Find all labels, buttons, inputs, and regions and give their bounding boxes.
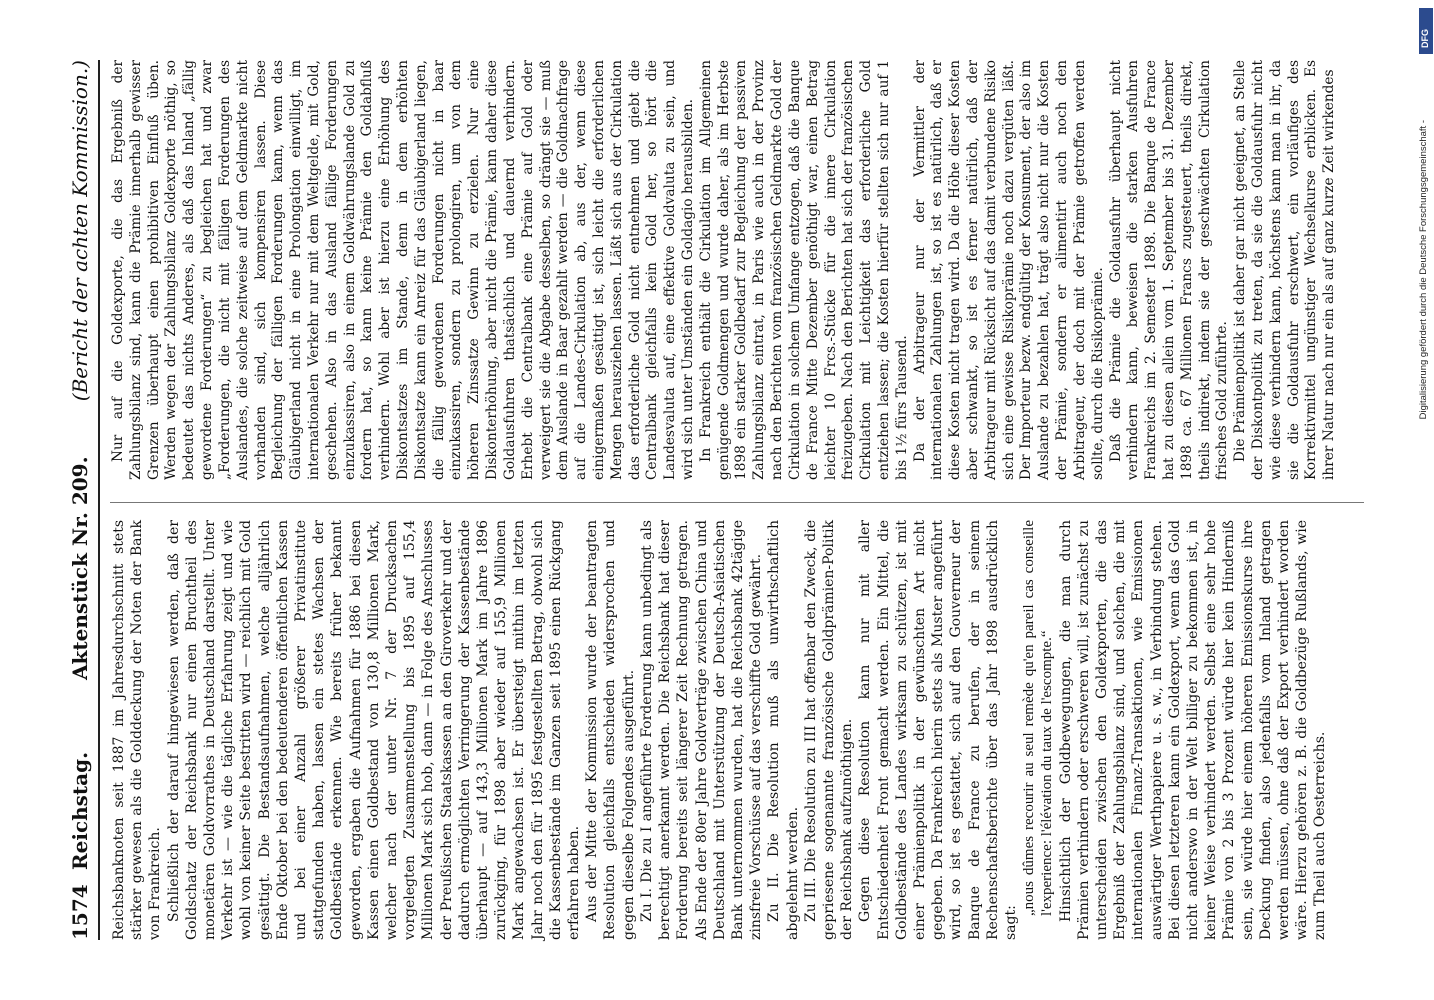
paragraph: In Frankreich enthält die Cirkulation im Allgemeinen genügende Goldmengen und wurde daher, als im Herbste 1898 ein starker Goldbedarf zur Begleichung der passiven Zahlungsbilanz eintrat, in Paris wie auch in der Provinz nach den Berichten vom französischen Geldmarkte Gold der Cirkulation in solchem Umfange entzogen, daß die Banque de France Mitte Dezember genöthigt war, einen Betrag leichter 10 Frcs.-Stücke für die innere Cirkulation freizugeben. Nach den Berichten hat sich der französischen Cirkulation mit Leichtigkeit das erforderliche Gold entziehen lassen; die Kosten hierfür stellten sich nur auf 1 bis 1½ fürs Tausend. [697,60,910,480]
paragraph: Zu I. Die zu I angeführte Forderung kann unbedingt als berechtigt anerkannt werden. Die Reichsbank hat dieser Forderung bereits seit längerer Zeit Rechnung getragen. Als Ende der 80er Jahre Goldverträge zwischen China und Deutschland mit Unterstützung der Deutsch-Asiatischen Bank unternommen wurden, hat die Reichsbank 42tägige zinsfreie Vorschüsse auf das verschiffte Gold gewährt. [638,520,765,940]
page-number: 1574 [68,884,92,940]
header-center-title: Aktenstück Nr. 209. [68,456,92,680]
digitization-text: Digitalisierung gefördert durch die Deutsche Forschungsgemeinschaft - [1418,120,1429,420]
paragraph: Daß die Prämie die Goldausfuhr überhaupt nicht verhindern kann, beweisen die starken Ausfuhren Frankreichs im 2. Semester 1898. Die Banque de France hat zu diesen allein vom 1. September bis 31. Dezember 1898 ca. 67 Millionen Francs zugesteuert, theils direkt, theils indirekt, indem sie der geschwächten Cirkulation frisches Gold zuführte. [1107,60,1231,480]
left-column [110,520,1364,940]
right-column [110,60,1364,480]
paragraph: Nur auf die Goldexporte, die das Ergebniß der Zahlungsbilanz sind, kann die Prämie innerhalb gewisser Grenzen überhaupt einen prohibitiven Einfluß üben. Werden wegen der Zahlungsbilanz Goldexporte nöthig, so bedeutet das nichts Anderes, als daß das Inland „fällig gewordene Forderungen“ zu begleichen hat und zwar „Forderungen, die nicht mit fälligen Forderungen des Auslandes, die solche zeitweise auf dem Geldmarkte nicht vorhanden sind, sich kompensiren lassen. Diese Begleichung der fälligen Forderungen kann, wenn das Gläubigerland nicht in eine Prolongation einwilligt, im internationalen Verkehr nur mit dem Weltgelde, mit Gold, geschehen. Also in das Ausland fällige Forderungen einzukassiren, also in einem Goldwährungslande Gold zu fordern hat, so kann keine Prämie den Goldabfluß verhindern. Wohl aber ist hierzu eine Erhöhung des Diskontsatzes im Stande, denn in dem erhöhten Diskontsatze kann ein Anreiz für das Gläubigerland liegen, die fällig gewordenen Forderungen nicht in baar einzukassiren, sondern zu prolongiren, um von dem höheren Zinssatze Gewinn zu erzielen. Nur eine Diskonterhöhung, aber nicht die Prämie, kann daher diese Goldausfuhren thatsächlich und dauernd verhindern. Erhebt die Centralbank eine Prämie auf Gold oder verweigert sie die Abgabe desselben, so drängt sie — muß dem Auslande in Baar gezahlt werden — die Goldnachfrage auf die Landes-Cirkulation ab, aus der, wenn diese einigermaßen gesättigt ist, sich leicht die erforderlichen Mengen herausziehen lassen. Läßt sich aus der Cirkulation das erforderliche Gold nicht entnehmen und giebt die Centralbank gleichfalls kein Gold her, so hört die Landesvaluta auf, eine effektive Goldvaluta zu sein, und wird sich unter Umständen ein Goldagio herausbilden. [110,60,696,480]
digitization-note [1418,0,1434,1000]
paragraph: Gegen diese Resolution kann nur mit aller Entschiedenheit Front gemacht werden. Ein Mittel, die Goldbestände des Landes wirksam zu schützen, ist mit einer Prämienpolitik in der gewünschten Art nicht gegeben. Da Frankreich hierin stets als Muster angeführt wird, so ist es gestattet, sich auf den Gouverneur der Banque de France zu berufen, der in seinem Rechenschaftsberichte über das Jahr 1898 ausdrücklich sagt: [857,520,1019,940]
header-right-title: (Bericht der achten Kommission.) [68,60,92,402]
paragraph: Aus der Mitte der Kommission wurde der beantragten Resolution gleichfalls entschieden widersprochen und gegen dieselbe Folgendes ausgeführt. [584,520,637,940]
column-divider [110,502,1364,503]
dfg-logo-text: DFG [1420,29,1430,48]
page-header [62,60,102,940]
paragraph: Die Prämienpolitik ist daher gar nicht geeignet, an Stelle der Diskontpolitik zu treten, da sie die Goldausfuhr nicht wie diese verhindern kann, höchstens kann man in ihr, da sie die Goldausfuhr erschwert, ein vorläufiges des Korrektivmittel ungünstiger Wechselkurse erblicken. Es ihrer Natur nach nur ein als auf ganz kurze Zeit wirkendes [1232,60,1338,480]
dfg-logo [1419,8,1433,54]
paragraph: Zu III. Die Resolution zu III hat offenbar den Zweck, die gepriesene sogenannte französische Goldprämien-Politik der Reichsbank aufzunöthigen. [802,520,856,940]
header-rule [98,60,100,940]
paragraph: Da der Arbitrageur nur der Vermittler der internationalen Zahlungen ist, so ist es natürlich, daß er diese Kosten nicht tragen wird. Da die Höhe dieser Kosten aber schwankt, so ist es ferner natürlich, daß der Arbitrageur mit Rücksicht auf das damit verbundene Risiko sich eine gewisse Risikoprämie noch dazu vergüten läßt. Der Importeur bezw. endgültig der Konsument, der also im Auslande zu bezahlen hat, trägt also nicht nur die Kosten der Prämie, sondern er alimentirt auch noch den Arbitrageur, der doch mit der Prämie getroffen werden sollte, durch die Risikoprämie. [911,60,1106,480]
quote: „nous dûmes recourir au seul remède qu'en pareil cas conseille l'experience: l'élévation du taux de l'escompte.“ [1021,520,1056,916]
paragraph: Hinsichtlich der Goldbewegungen, die man durch Prämien verhindern oder erschweren will, ist zunächst zu unterscheiden zwischen den Goldexporten, die das Ergebniß der Zahlungsbilanz sind, und solchen, die mit internationalen Finanz-Transaktionen, wie Emissionen auswärtiger Werthpapiere u. s. w., in Verbindung stehen. Bei diesen letzteren kann ein Goldexport, wenn das Gold nicht anderswo in der Welt billiger zu bekommen ist, in keiner Weise verhindert werden. Selbst eine sehr hohe Prämie von 2 bis 3 Prozent würde hier kein Hinderniß sein, sie würde hier einem höheren Emissionskurse ihre Deckung finden, also jedenfalls vom Inland getragen werden müssen, ohne daß der Export verhindert worden wäre. Hierzu gehören z. B. die Goldbezüge Rußlands, wie zum Theil auch Oesterreichs. [1057,520,1329,940]
header-left-title: Reichstag. [68,751,92,870]
paragraph: Schließlich der darauf hingewiesen werden, daß der Goldschatz der Reichsbank nur einen Bruchtheil des monetären Goldvorrathes in Deutschland darstellt. Unter Verkehr ist — wie die tägliche Erfahrung zeigt und wie wohl von keiner Seite bestritten wird — reichlich mit Gold gesättigt. Die Bestandsaufnahmen, welche alljährlich Ende Oktober bei den bedeutenderen öffentlichen Kassen und bei einer Anzahl größerer Privatinstitute stattgefunden haben, lassen ein stetes Wachsen der Goldbestände erkennen. Wie bereits früher bekannt geworden, ergaben die Aufnahmen für 1886 bei diesen Kassen einen Goldbestand von 130,8 Millionen Mark, welcher nach der unter Nr. 7 der Drucksachen vorgelegten Zusammenstellung bis 1895 auf 155,4 Millionen Mark sich hob, dann — in Folge des Anschlusses der Preußischen Staatskassen an den Giroverkehr und der dadurch ermöglichten Verringerung der Kassenbestände überhaupt — auf 143,3 Millionen Mark im Jahre 1896 zurückging, für 1898 aber wieder auf 155,9 Millionen Mark angewachsen ist. Er übersteigt mithin im letzten Jahr noch den für 1895 festgestellten Betrag, obwohl sich die Kassenbestände im Ganzen seit 1895 einen Rückgang erfahren haben. [165,520,583,940]
paragraph: Zu II. Die Resolution muß als unwirthschaftlich abgelehnt werden. [766,520,801,940]
paragraph: Reichsbanknoten seit 1887 im Jahresdurchschnitt stets stärker gewesen als die Golddeckung der Noten der Bank von Frankreich. [111,520,164,940]
